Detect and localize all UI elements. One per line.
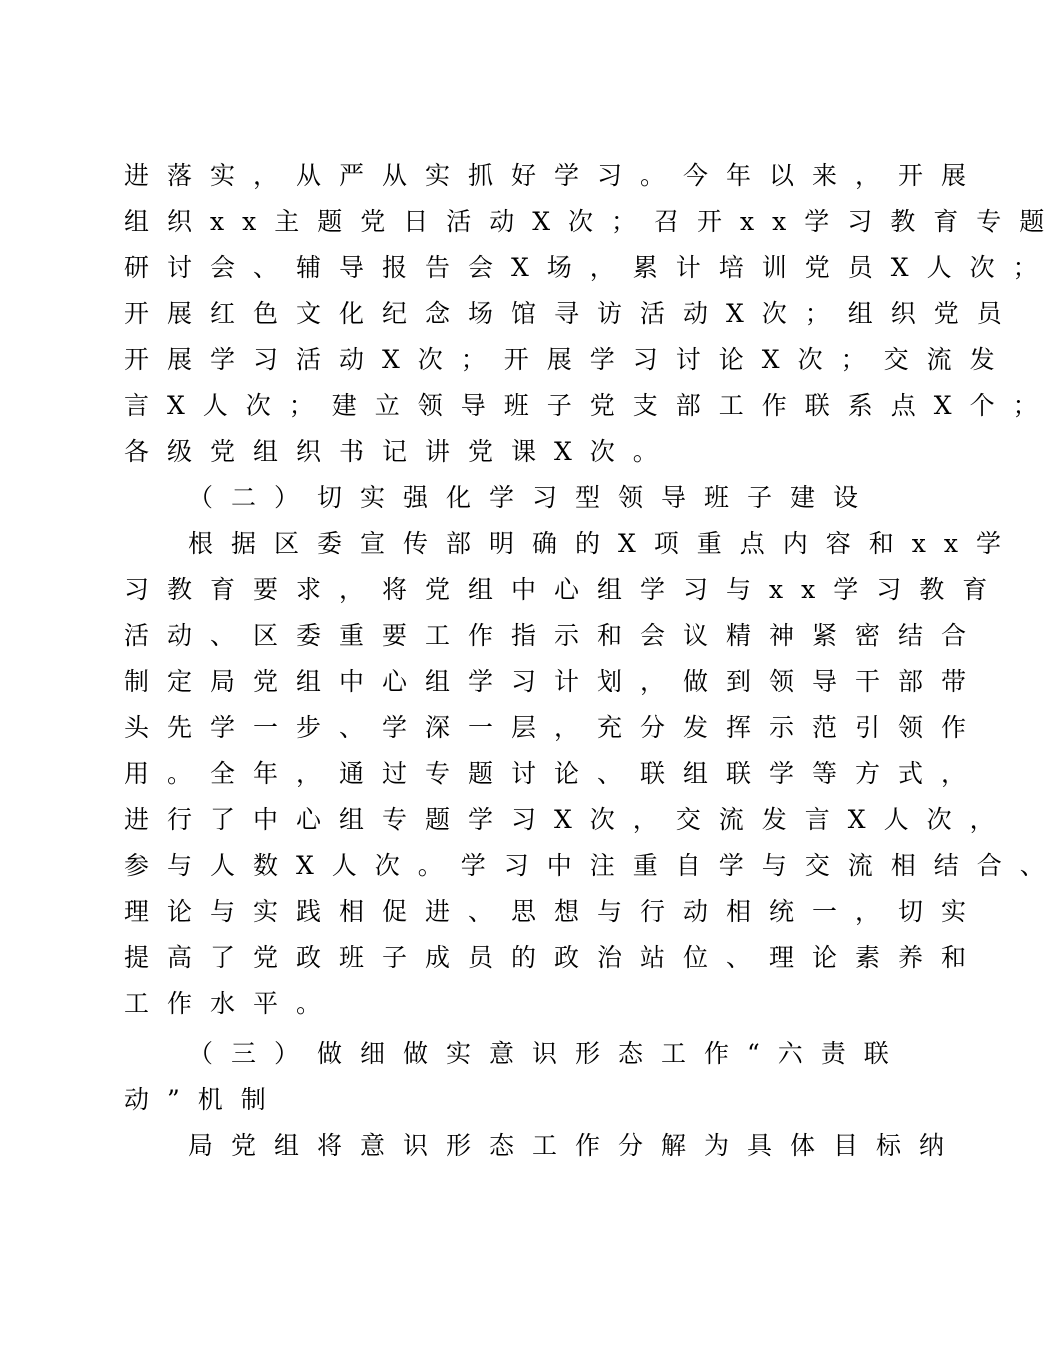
body-line: 研讨会、辅导报告会X场，累计培训党员X人次； [124,253,1056,282]
body-line: 进落实，从严从实抓好学习。今年以来，开展 [124,161,985,190]
section-heading: （三）做细做实意识形态工作“六责联 [188,1039,907,1068]
body-line: 开展学习活动X次；开展学习讨论X次；交流发 [124,345,1013,374]
body-line: 习教育要求，将党组中心组学习与xx学习教育 [124,575,1006,604]
body-line: 工作水平。 [124,989,340,1018]
body-line: 提高了党政班子成员的政治站位、理论素养和 [124,943,985,972]
body-line: 开展红色文化纪念场馆寻访活动X次；组织党员 [124,299,1020,328]
body-line: 各级党组织书记讲党课X次。 [124,437,676,466]
paragraph-first-line: 根据区委宣传部明确的X项重点内容和xx学 [188,529,1019,558]
section-heading-continued: 动”机制 [124,1085,284,1114]
paragraph-first-line: 局党组将意识形态工作分解为具体目标纳 [188,1131,963,1160]
body-line: 制定局党组中心组学习计划，做到领导干部带 [124,667,985,696]
body-line: 进行了中心组专题学习X次，交流发言X人次， [124,805,1013,834]
body-line: 理论与实践相促进、思想与行动相统一，切实 [124,897,985,926]
body-line: 头先学一步、学深一层，充分发挥示范引领作 [124,713,985,742]
body-line: 参与人数X人次。学习中注重自学与交流相结合、 [124,851,1063,880]
section-heading: （二）切实强化学习型领导班子建设 [188,483,877,512]
body-line: 活动、区委重要工作指示和会议精神紧密结合 [124,621,985,650]
body-line: 组织xx主题党日活动X次；召开xx学习教育专题 [124,207,1063,236]
body-line: 言X人次；建立领导班子党支部工作联系点X个； [124,391,1056,420]
body-line: 用。全年，通过专题讨论、联组联学等方式， [124,759,985,788]
